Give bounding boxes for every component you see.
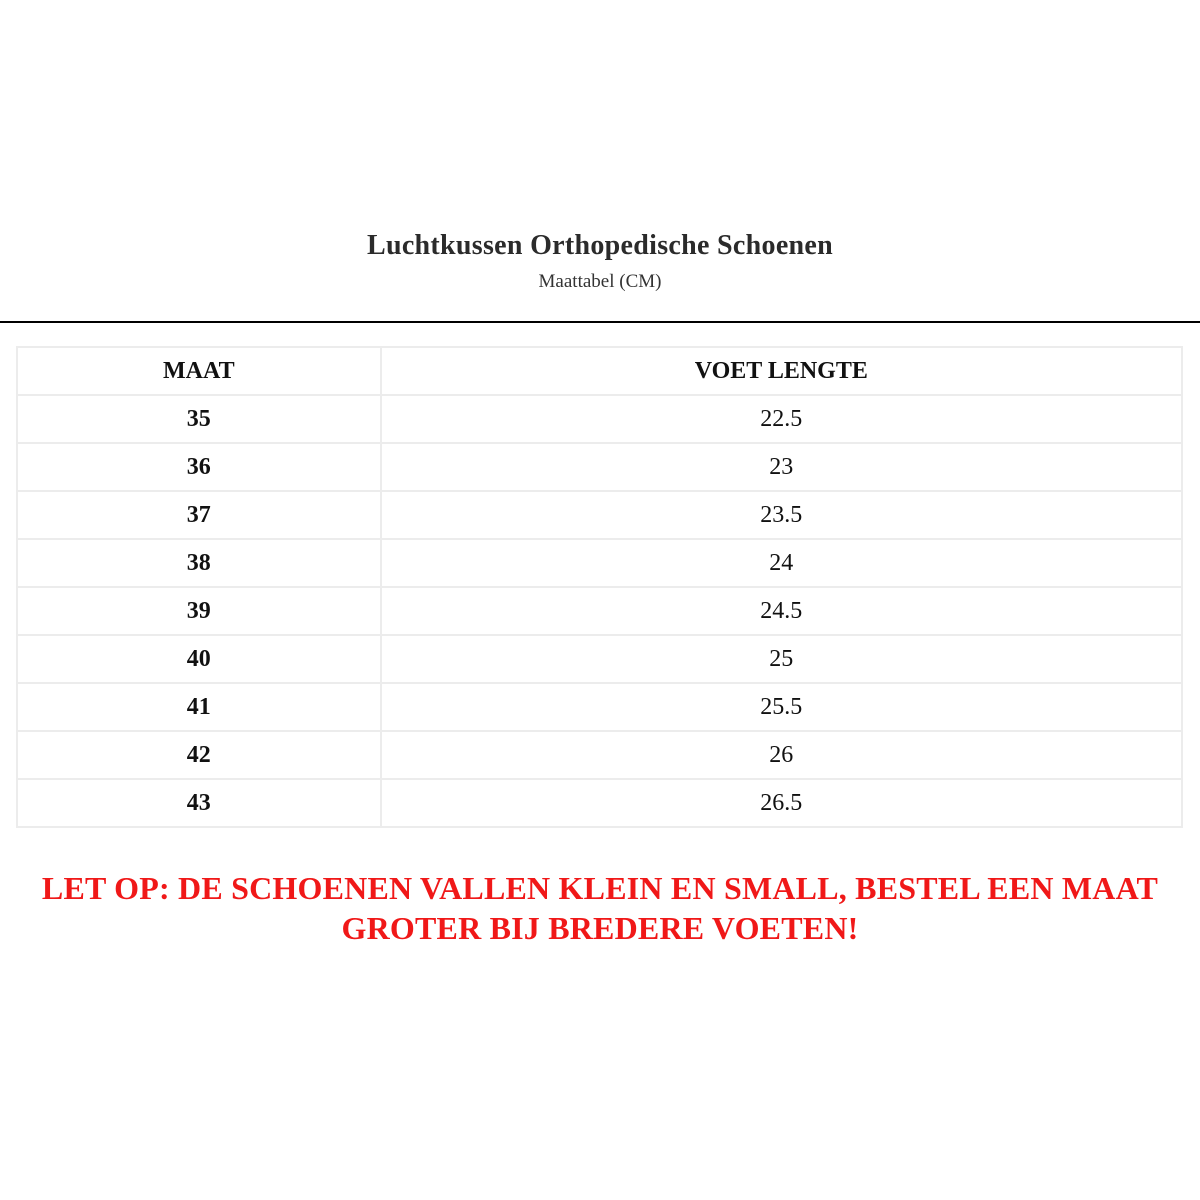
foot-length-cell: 25.5: [381, 683, 1182, 731]
size-cell: 38: [17, 539, 381, 587]
sizing-warning: [0, 868, 1200, 948]
column-header-size: MAAT: [17, 347, 381, 395]
size-cell: 41: [17, 683, 381, 731]
table-header-row: [17, 347, 1182, 395]
foot-length-cell: 24: [381, 539, 1182, 587]
foot-length-cell: 25: [381, 635, 1182, 683]
table-row: [17, 587, 1182, 635]
table-row: [17, 539, 1182, 587]
foot-length-cell: 26.5: [381, 779, 1182, 827]
size-cell: 37: [17, 491, 381, 539]
foot-length-cell: 24.5: [381, 587, 1182, 635]
foot-length-cell: 22.5: [381, 395, 1182, 443]
size-cell: 40: [17, 635, 381, 683]
size-cell: 39: [17, 587, 381, 635]
table-row: [17, 491, 1182, 539]
size-cell: 42: [17, 731, 381, 779]
page-title: Luchtkussen Orthopedische Schoenen: [366, 230, 834, 261]
foot-length-cell: 26: [381, 731, 1182, 779]
table-row: [17, 395, 1182, 443]
table-row: [17, 443, 1182, 491]
header-divider: [0, 321, 1200, 323]
foot-length-cell: 23.5: [381, 491, 1182, 539]
table-row: [17, 731, 1182, 779]
page-subtitle: Maattabel (CM): [538, 271, 662, 292]
table-row: [17, 779, 1182, 827]
size-cell: 43: [17, 779, 381, 827]
column-header-foot-length: VOET LENGTE: [381, 347, 1182, 395]
foot-length-cell: 23: [381, 443, 1182, 491]
warning-line-1: LET OP: DE SCHOENEN VALLEN KLEIN EN SMALL, BESTEL EEN MAAT: [41, 870, 1159, 906]
size-cell: 36: [17, 443, 381, 491]
size-chart-table: [16, 346, 1183, 828]
table-row: [17, 683, 1182, 731]
size-cell: 35: [17, 395, 381, 443]
warning-line-2: GROTER BIJ BREDERE VOETEN!: [341, 910, 859, 946]
table-row: [17, 635, 1182, 683]
chart-header: [0, 226, 1200, 296]
